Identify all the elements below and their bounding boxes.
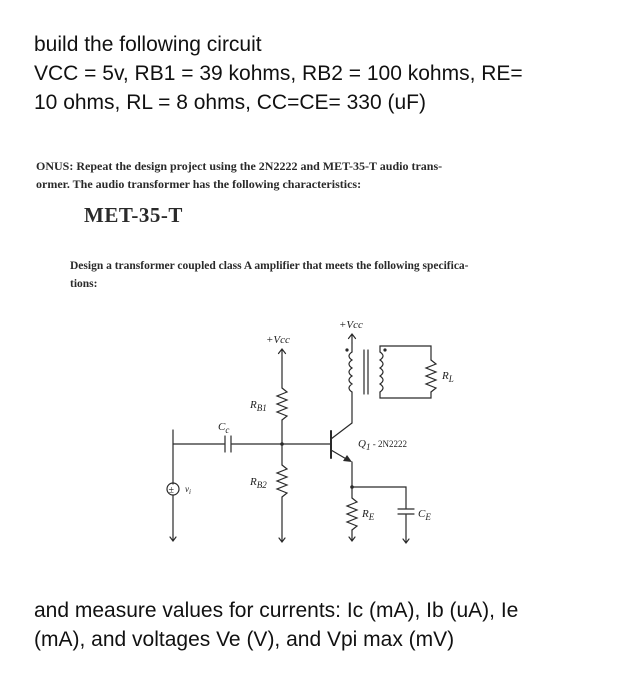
- bonus-line-2: ormer. The audio transformer has the following characteristics:: [36, 177, 362, 191]
- question-line-2: VCC = 5v, RB1 = 39 kohms, RB2 = 100 kohms, RE=: [34, 62, 523, 85]
- primary-coil: [349, 352, 352, 392]
- ground-arrow-re: [349, 535, 355, 541]
- re-resistor: [347, 498, 357, 530]
- design-line-2: tions:: [70, 278, 98, 290]
- vcc-left-label: +Vcc: [266, 334, 290, 346]
- ground-arrow-rb2: [279, 536, 285, 542]
- closing-line-2: (mA), and voltages Ve (V), and Vpi max (mV): [34, 628, 455, 651]
- vcc-left-arrow: [279, 349, 286, 358]
- ground-arrow-ce: [403, 537, 409, 543]
- cc-label: $C_c$: [218, 421, 230, 435]
- rl-label: $R_L$: [442, 370, 454, 384]
- transformer: [345, 348, 386, 394]
- ce-label: $C_E$: [418, 508, 431, 522]
- bonus-line-1: ONUS: Repeat the design project using the 2N2222 and MET-35-T audio trans-: [36, 159, 443, 173]
- vcc-right-label: +Vcc: [339, 319, 363, 331]
- rb2-resistor: [277, 465, 287, 497]
- rb1-label: $R_{B1}$: [250, 399, 267, 413]
- rl-resistor: [426, 360, 436, 392]
- vi-label: $v_i$: [185, 484, 191, 496]
- transformer-title: MET-35-T: [84, 203, 183, 227]
- source-plus-minus: ±: [168, 485, 174, 496]
- closing-line-1: and measure values for currents: Ic (mA), Ib (uA), Ie: [34, 599, 519, 622]
- secondary-coil: [380, 352, 383, 392]
- design-line-1: Design a transformer coupled class A amplifier that meets the following specifica-: [70, 260, 469, 272]
- rb1-resistor: [277, 388, 287, 420]
- transistor-label: $Q_1$ $^{- 2N2222}$: [358, 438, 407, 452]
- question-line-3: 10 ohms, RL = 8 ohms, CC=CE= 330 (uF): [34, 91, 426, 114]
- question-line-1: build the following circuit: [34, 33, 262, 56]
- vcc-right-arrow: [349, 334, 356, 343]
- rb2-label: $R_{B2}$: [250, 476, 267, 490]
- question-closing-text: [34, 596, 614, 654]
- transistor-collector: [331, 423, 352, 439]
- ground-arrow-source: [170, 535, 176, 541]
- re-label: $R_E$: [362, 508, 375, 522]
